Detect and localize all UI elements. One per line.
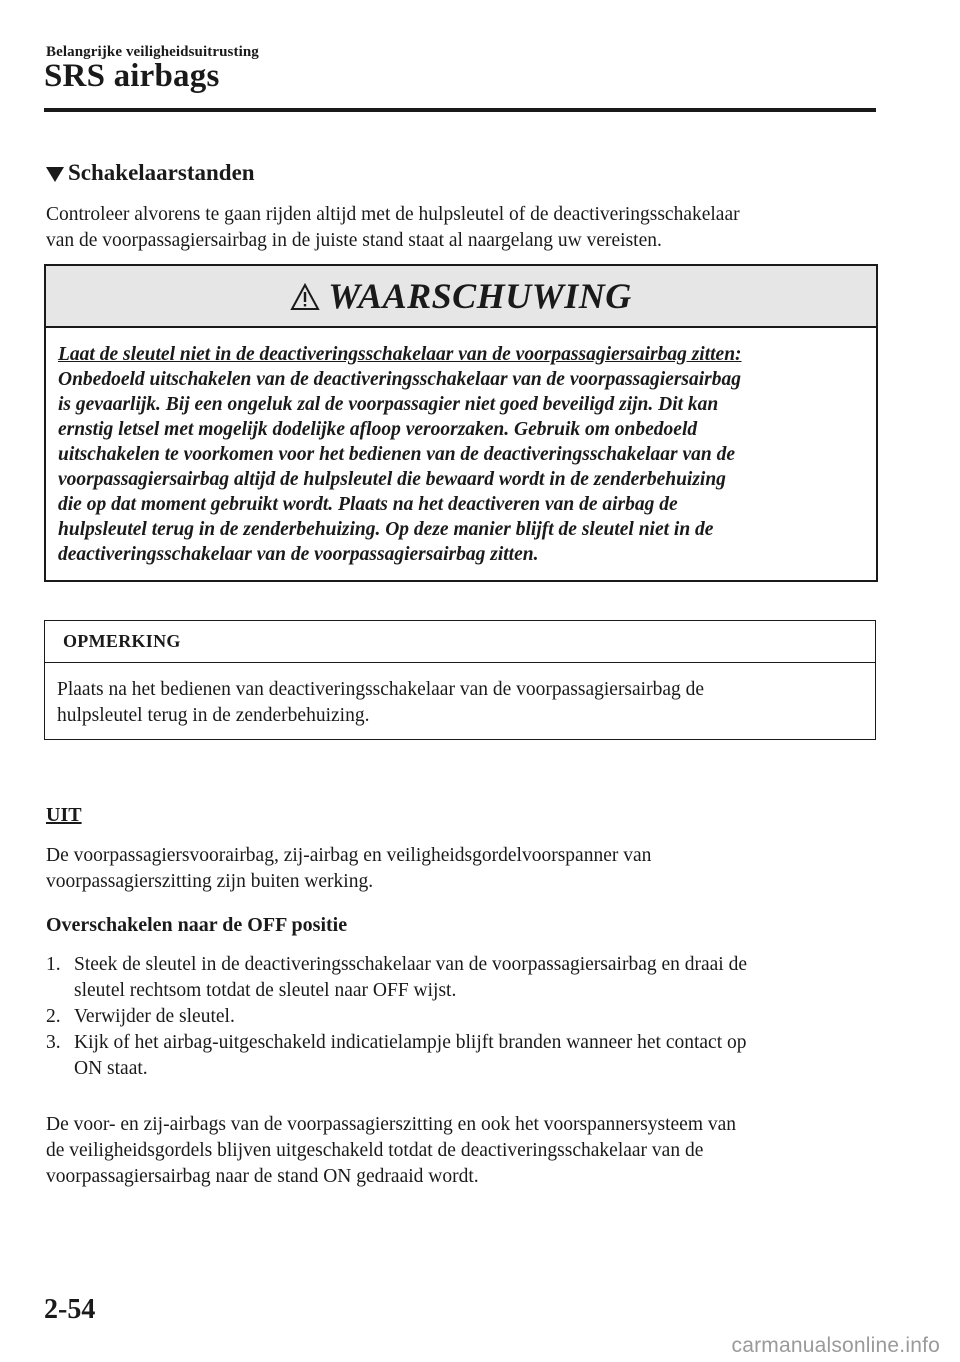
warning-header (46, 266, 876, 328)
uit-heading: UIT (46, 804, 82, 826)
step-text (74, 1004, 876, 1030)
warning-lead: Laat de sleutel niet in de deactiveringsschakelaar van de voorpassagiersairbag zitten: (58, 344, 742, 365)
intro-line-2: van de voorpassagiersairbag in de juiste stand staat al naargelang uw vereisten. (46, 230, 662, 251)
step-line: sleutel rechtsom totdat de sleutel naar OFF wijst. (74, 980, 457, 1001)
warning-line: hulpsleutel terug in de zenderbehuizing. Op deze manier blijft de sleutel niet in de (58, 519, 714, 540)
list-item (46, 1004, 876, 1030)
title-rule (44, 108, 876, 112)
warning-body (46, 328, 876, 567)
step-line: Kijk of het airbag-uitgeschakeld indicatielampje blijft branden wanneer het contact op (74, 1032, 747, 1053)
closing-line-1: De voor- en zij-airbags van de voorpassagierszitting en ook het voorspannersysteem van (46, 1114, 737, 1135)
step-line: ON staat. (74, 1058, 148, 1079)
procedure-heading: Overschakelen naar de OFF positie (46, 914, 348, 936)
intro-paragraph (46, 202, 876, 254)
note-line-1: Plaats na het bedienen van deactiveringsschakelaar van de voorpassagiersairbag de (57, 679, 705, 700)
warning-box (44, 264, 878, 582)
warning-line: is gevaarlijk. Bij een ongeluk zal de voorpassagier niet goed beveiligd zijn. Dit kan (58, 394, 719, 415)
warning-line: die op dat moment gebruikt wordt. Plaats na het deactiveren van de airbag de (58, 494, 678, 515)
procedure-steps (46, 952, 876, 1082)
section-label: Belangrijke veiligheidsuitrusting (46, 44, 259, 60)
warning-line: deactiveringsschakelaar van de voorpassagiersairbag zitten. (58, 544, 539, 565)
warning-triangle-icon (290, 283, 320, 311)
switch-positions-heading (46, 160, 255, 186)
step-number: 1. (46, 954, 61, 975)
list-item (46, 952, 876, 1004)
list-item (46, 1030, 876, 1082)
step-number: 2. (46, 1006, 61, 1027)
warning-title: WAARSCHUWING (328, 276, 632, 316)
warning-line: voorpassagiersairbag altijd de hulpsleutel die bewaard wordt in de zenderbehuizing (58, 469, 726, 490)
intro-line-1: Controleer alvorens te gaan rijden altijd met de hulpsleutel of de deactiveringsschakelaar (46, 204, 740, 225)
switch-positions-heading-text: Schakelaarstanden (68, 160, 255, 185)
closing-line-2: de veiligheidsgordels blijven uitgeschakeld totdat de deactiveringsschakelaar van de (46, 1140, 704, 1161)
note-body (45, 663, 875, 729)
chapter-title: SRS airbags (44, 58, 220, 94)
triangle-down-icon (46, 167, 64, 182)
uit-line-1: De voorpassagiersvoorairbag, zij-airbag en veiligheidsgordelvoorspanner van (46, 845, 652, 866)
step-line: Steek de sleutel in de deactiveringsschakelaar van de voorpassagiersairbag en draai de (74, 954, 748, 975)
note-box (44, 620, 876, 740)
closing-paragraph (46, 1112, 876, 1190)
step-number: 3. (46, 1032, 61, 1053)
uit-line-2: voorpassagierszitting zijn buiten werking. (46, 871, 374, 892)
warning-line: uitschakelen te voorkomen voor het bedienen van de deactiveringsschakelaar van de (58, 444, 736, 465)
uit-paragraph (46, 843, 876, 895)
watermark: carmanualsonline.info (731, 1334, 940, 1357)
step-text (74, 952, 876, 1004)
step-line: Verwijder de sleutel. (74, 1006, 235, 1027)
closing-line-3: voorpassagiersairbag naar de stand ON gedraaid wordt. (46, 1166, 479, 1187)
page-number: 2-54 (44, 1294, 96, 1325)
warning-line: ernstig letsel met mogelijk dodelijke afloop veroorzaken. Gebruik om onbedoeld (58, 419, 698, 440)
note-title: OPMERKING (45, 621, 875, 663)
step-text (74, 1030, 876, 1082)
warning-line: Onbedoeld uitschakelen van de deactiveringsschakelaar van de voorpassagiersairbag (58, 369, 742, 390)
note-line-2: hulpsleutel terug in de zenderbehuizing. (57, 705, 370, 726)
